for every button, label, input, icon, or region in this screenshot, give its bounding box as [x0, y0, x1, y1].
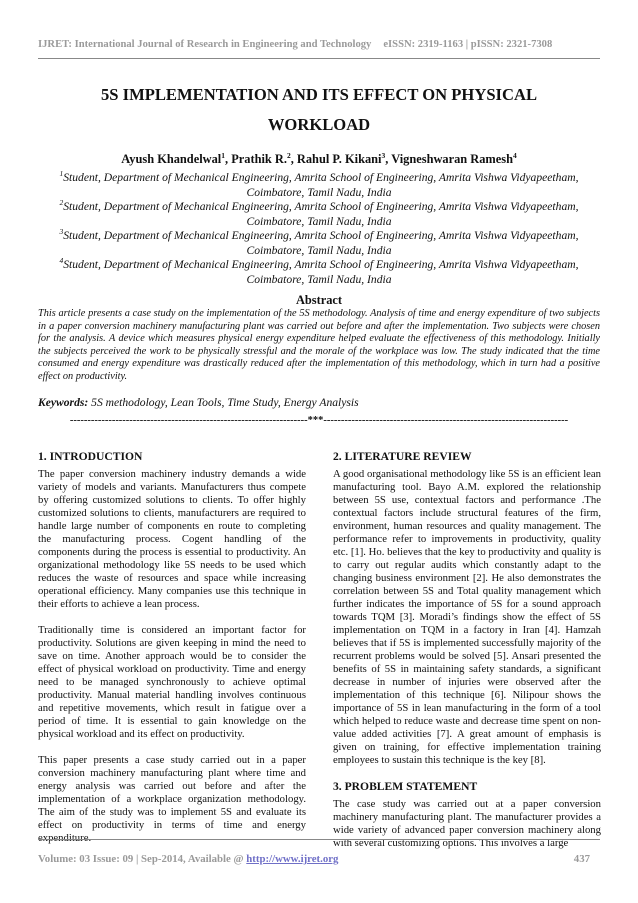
paragraph: The paper conversion machinery industry demands a wide variety of models and variants. Manufacturers thus compete by offering customized solutions to clients. To offer highly customized solutions to clients, manufacturers are required to handle large number of components en route to completing the manufacturing process. Cogent handling of the components during the process is essential to productivity. An organizational methodology like 5S needs to be used which reduces the waste of resources and space while increasing operational efficiency. Many companies use this technique in their efforts to achieve a lean process.	[38, 468, 306, 610]
affiliation	[38, 258, 600, 287]
author-sep: ,	[224, 152, 232, 166]
author-sup: 1	[221, 150, 225, 160]
affiliation-sup: 2	[59, 198, 64, 208]
paragraph: This paper presents a case study carried out in a paper conversion machinery manufacturing plant where time and energy analysis was carried out before and after the implementation of a workplace organization methodology. The aim of the study was to implement 5S and evaluate its effect on productivity in terms of time and energy expenditure.	[38, 754, 306, 844]
author-sup: 3	[381, 150, 386, 160]
affiliation-line: Student, Department of Mechanical Engineering, Amrita School of Engineering, Amrita Vishwa Vidyapeetham,	[63, 229, 579, 242]
affiliation-line: Student, Department of Mechanical Engineering, Amrita School of Engineering, Amrita Vishwa Vidyapeetham,	[63, 200, 579, 213]
right-column	[333, 450, 601, 863]
abstract-heading: Abstract	[295, 293, 343, 307]
left-column	[38, 450, 306, 858]
affiliation-sup: 4	[59, 256, 64, 266]
affiliation-sup: 3	[59, 227, 64, 237]
abstract-text: This article presents a case study on the implementation of the 5S methodology. Analysis of time and energy expenditure of two subjects in a paper conversion machinery manufacturing plant was carried out before and after the implementation. Two subjects were chosen for the analysis. A device which measures physical energy expenditure helped evaluate the effectiveness of this methodology. Initially the subjects perceived the work to be physically stressful and the morale of the workplace was low. The study indicated that the time consumed and energy expenditure was drastically reduced after the implementation of this methodology, which in turn had a positive effect on productivity.	[38, 308, 600, 382]
affiliation-location: Coimbatore, Tamil Nadu, India	[246, 185, 392, 199]
author: Vigneshwaran Ramesh	[391, 152, 513, 166]
affiliations	[38, 171, 600, 287]
author-list	[38, 150, 600, 168]
author: Rahul P. Kikani	[296, 152, 382, 166]
journal-link[interactable]: http://www.ijret.org	[246, 853, 339, 865]
affiliation	[38, 229, 600, 258]
section-separator: --------------------------------------------------------------------***----------------------------------------------------------------------	[69, 415, 569, 426]
section-heading-problem-statement: 3. PROBLEM STATEMENT	[333, 780, 478, 793]
keywords-label: Keywords:	[38, 396, 89, 409]
affiliation-line: Student, Department of Mechanical Engineering, Amrita School of Engineering, Amrita Vishwa Vidyapeetham,	[63, 171, 579, 184]
paragraph: The case study was carried out at a paper conversion machinery manufacturing plant. The manufacturer provides a wide variety of advanced paper conversion machinery along with several customizing options. This involves a large	[333, 798, 601, 849]
affiliation-line: Student, Department of Mechanical Engineering, Amrita School of Engineering, Amrita Vishwa Vidyapeetham,	[63, 258, 579, 271]
section-heading-literature-review: 2. LITERATURE REVIEW	[333, 450, 472, 463]
author-sep: ,	[385, 152, 392, 166]
journal-name: IJRET: International Journal of Research in Engineering and Technology	[38, 39, 372, 50]
affiliation-location: Coimbatore, Tamil Nadu, India	[246, 214, 392, 228]
footer-volume-info: Volume: 03 Issue: 09 | Sep-2014, Available @	[38, 853, 247, 865]
affiliation-sup: 1	[59, 169, 64, 179]
page-number: 437	[573, 853, 590, 865]
affiliation-location: Coimbatore, Tamil Nadu, India	[246, 243, 392, 257]
paragraph: A good organisational methodology like 5S is an efficient lean manufacturing tool. Bayo A.M. explored the relationship between 5S use, contextual factors and performance .The contextual factors include structural features of the firm, environment, human resources and quality management. The performance refer to improvements in productivity, quality etc. [1]. Ho. believes that the key to productivity and quality is to carry out regular audits which constantly adapt to the changing business environment [2]. He also demonstrates the correlation between 5S and Total quality management which further indicates the importance of 5S for a sound approach towards TQM [3]. Moradi’s findings show the effect of 5S implementation on TQM in a factory in Iran [4]. Hamzah believes that if 5S is implemented successfully majority of the recurrent problems would be solved [5]. Ansari presented the benefits of 5S in maintaining safety standards, a significant decrease in number of injuries were observed after the implementation of this technique [6]. Nilipour shows the importance of 5S in lean manufacturing in the form of a tool which helped to reduce waste and decrease time spent on non-value added activities [7]. A great amount of emphasis is given on training, for effective implementation training employees to sustain this technique is the key [8].	[333, 468, 601, 766]
title-line-2: WORKLOAD	[267, 115, 371, 134]
affiliation	[38, 171, 600, 200]
author: Ayush Khandelwal	[121, 152, 222, 166]
footer-rule	[38, 839, 600, 840]
running-footer	[38, 853, 600, 865]
affiliation-location: Coimbatore, Tamil Nadu, India	[246, 272, 392, 286]
issn-info: eISSN: 2319-1163 | pISSN: 2321-7308	[383, 39, 553, 50]
keywords	[38, 396, 600, 409]
author-sep: ,	[290, 152, 297, 166]
author-sup: 4	[512, 150, 517, 160]
running-header	[38, 39, 600, 50]
author-sup: 2	[286, 150, 291, 160]
header-rule	[38, 58, 600, 59]
keywords-text: 5S methodology, Lean Tools, Time Study, Energy Analysis	[88, 396, 359, 409]
paragraph: Traditionally time is considered an important factor for productivity. Solutions are given keeping in mind the need to save on time. Another approach would be to consider the effect of physical workload on productivity. Time and energy need to be managed synchronously to achieve optimal productivity. Manual material handling involves continuous and repetitive movements, which result in fatigue over a period of time. It is essential to gain knowledge on the physical workload and its effect on productivity.	[38, 624, 306, 740]
author: Prathik R.	[231, 152, 287, 166]
affiliation	[38, 200, 600, 229]
section-heading-introduction: 1. INTRODUCTION	[38, 450, 143, 463]
title-line-1: 5S IMPLEMENTATION AND ITS EFFECT ON PHYSICAL	[100, 85, 538, 104]
paper-title	[38, 80, 600, 140]
